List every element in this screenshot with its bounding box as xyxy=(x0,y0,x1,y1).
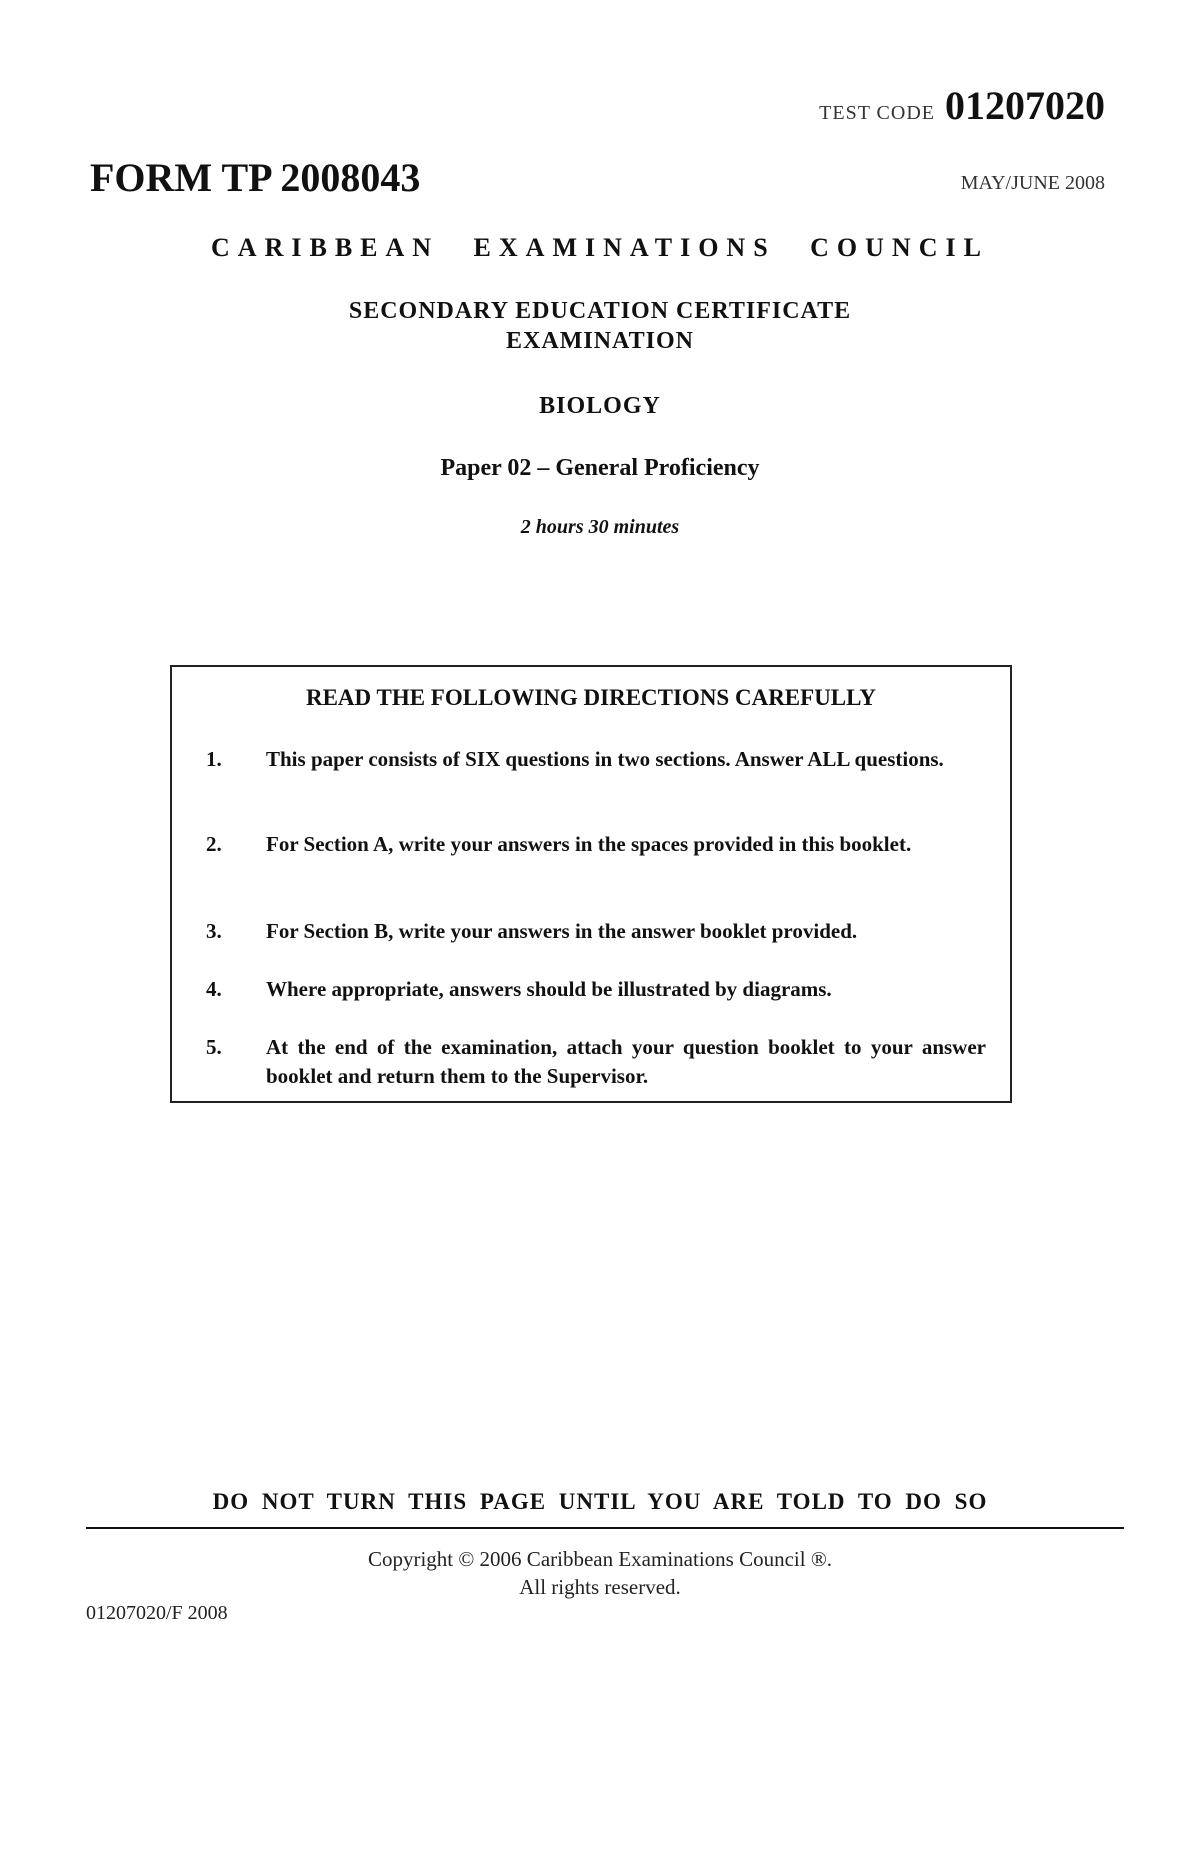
copyright-line-1: Copyright © 2006 Caribbean Examinations Council ®. xyxy=(367,1547,833,1571)
subject-title: BIOLOGY xyxy=(539,393,661,419)
test-code xyxy=(819,82,1105,129)
direction-text: Where appropriate, answers should be illustrated by diagrams. xyxy=(266,977,832,1001)
document-code: 01207020/F 2008 xyxy=(86,1602,228,1624)
footer-divider xyxy=(86,1527,1124,1529)
direction-number: 5. xyxy=(206,1035,222,1059)
council-name: CARIBBEAN EXAMINATIONS COUNCIL xyxy=(211,233,989,262)
directions-box xyxy=(170,665,1012,1103)
exam-session: MAY/JUNE 2008 xyxy=(960,172,1105,194)
direction-text: For Section A, write your answers in the spaces provided in this booklet. xyxy=(266,832,912,856)
direction-number: 2. xyxy=(206,832,222,856)
paper-title: Paper 02 – General Proficiency xyxy=(440,455,760,481)
direction-item xyxy=(206,975,986,1004)
direction-item xyxy=(206,830,986,859)
exam-title-line-1: SECONDARY EDUCATION CERTIFICATE xyxy=(348,298,852,324)
direction-item xyxy=(206,917,986,946)
do-not-turn-warning: DO NOT TURN THIS PAGE UNTIL YOU ARE TOLD TO DO SO xyxy=(212,1489,988,1514)
form-id: FORM TP 2008043 xyxy=(90,155,421,200)
direction-text: This paper consists of SIX questions in two sections. Answer ALL questions. xyxy=(266,747,944,771)
direction-number: 4. xyxy=(206,977,222,1001)
exam-duration: 2 hours 30 minutes xyxy=(520,516,680,538)
direction-text: At the end of the examination, attach your question booklet to your answer booklet and return them to the Supervisor. xyxy=(266,1035,986,1088)
direction-number: 1. xyxy=(206,747,222,771)
direction-item xyxy=(206,745,986,774)
direction-text: For Section B, write your answers in the answer booklet provided. xyxy=(266,919,858,943)
exam-title-line-2: EXAMINATION xyxy=(506,328,694,354)
copyright-notice xyxy=(0,1545,1200,1601)
copyright-line-2: All rights reserved. xyxy=(519,1575,681,1599)
direction-item xyxy=(206,1033,986,1091)
test-code-label: TEST CODE xyxy=(819,102,935,124)
test-code-value: 01207020 xyxy=(945,83,1105,128)
directions-heading: READ THE FOLLOWING DIRECTIONS CAREFULLY xyxy=(305,685,876,710)
direction-number: 3. xyxy=(206,919,222,943)
